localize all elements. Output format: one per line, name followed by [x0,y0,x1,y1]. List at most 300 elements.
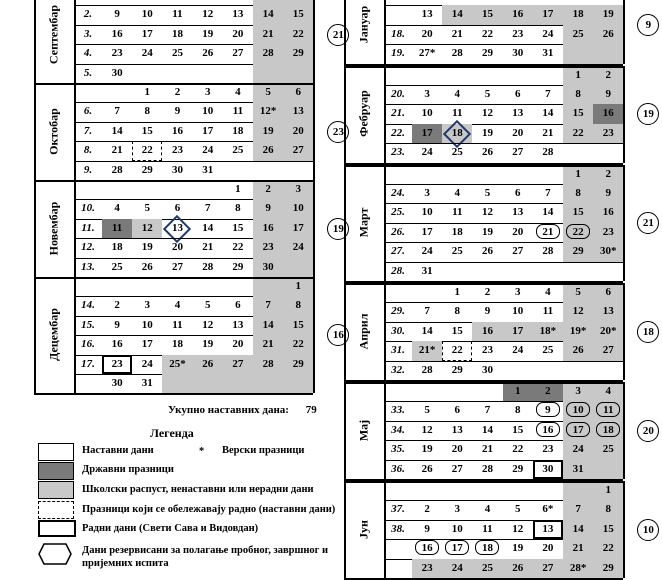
day-number: 16 [171,124,183,137]
day-number: 13 [232,318,244,331]
day-number: 1 [235,183,241,195]
day-number: 31 [141,377,153,389]
day-number: 31 [202,163,214,176]
day-number: 10 [292,202,304,215]
day-number [132,64,162,83]
day-number: 3 [454,503,461,516]
day-number: 26 [481,245,493,258]
day-number: 4 [174,299,181,312]
day-number: 14 [111,124,123,137]
day-number: 19 [202,27,214,40]
day-number [193,277,223,296]
day-number: 25 [171,47,183,60]
week-number: 7. [83,124,93,137]
day-number [593,262,623,281]
day-number: 13 [451,423,463,436]
day-number [412,66,442,85]
day-number [283,64,313,83]
day-number: 15 [572,206,584,219]
day-number: 21 [542,225,554,238]
week-number: 26. [391,225,405,238]
day-number: 28 [111,163,123,176]
week-col-border [384,283,386,380]
day-number: 18 [451,126,463,139]
day-number [253,374,283,393]
day-number: 4 [454,88,461,100]
day-number: 23 [421,561,433,574]
day-number: 12 [421,423,433,436]
month-left-border [344,283,346,380]
month-right-border [623,165,625,281]
day-number: 17 [572,423,584,436]
day-number [563,143,593,162]
day-number: 22 [292,338,304,351]
month-left-border [34,83,36,180]
day-number: 15 [232,221,244,234]
day-number: 10 [451,522,463,535]
day-number: 14 [481,423,493,436]
day-number: 18 [232,124,244,137]
day-number: 19 [202,338,214,351]
day-number: 23 [262,241,274,254]
day-number: 22 [451,344,463,357]
day-number: 18 [111,241,123,254]
day-number: 28 [262,357,274,370]
day-number: 22 [292,27,304,40]
day-number [472,165,502,184]
week-number: 11. [81,221,95,234]
day-number: 25 [232,144,244,157]
day-number: 28 [421,363,433,376]
teaching-days-count: 16 [327,324,349,346]
day-number: 14 [542,206,554,219]
week-number: 12. [81,241,95,254]
day-number: 16 [512,8,524,21]
day-number [442,66,472,85]
month-left-border [34,180,36,277]
month-right-border [313,277,315,393]
week-number: 27. [391,245,405,258]
day-number [412,382,442,401]
day-number: 4 [545,286,551,298]
day-number: 14 [202,221,214,234]
day-number: 8 [575,187,581,199]
day-number: 27 [232,47,244,60]
day-number: 17 [512,324,524,337]
month-right-border [313,0,315,83]
day-number: 2 [605,68,612,81]
day-number: 5 [484,187,491,199]
week-number: 17. [81,357,95,370]
day-number: 25 [451,245,463,258]
day-number: 4 [114,202,120,215]
day-number: 28 [481,462,493,475]
day-number: 3 [144,299,151,312]
day-number: 20 [421,27,433,40]
day-number [593,361,623,380]
week-number: 32. [391,363,405,376]
week-number: 3. [83,27,93,40]
day-number: 5 [575,286,581,298]
day-number: 21 [481,443,493,456]
week-col-border [384,481,386,578]
day-number [442,165,472,184]
month-left-border [344,382,346,479]
day-number: 20 [451,443,463,456]
day-number: 12 [512,522,524,535]
day-number: 27 [451,462,463,475]
day-number: 16 [262,221,274,234]
day-number: 14 [262,8,274,21]
day-number: 12 [202,318,214,331]
day-number: 15 [141,124,153,137]
day-number: 2 [605,167,612,180]
day-number: 26 [512,561,524,574]
day-number: 11 [172,8,183,21]
day-number: 15 [602,522,614,535]
day-number: 6 [174,202,181,215]
day-number: 6 [605,286,612,298]
day-number [162,277,192,296]
day-number: 25 [481,561,493,574]
month-right-border [623,0,625,64]
day-number: 20 [232,338,244,351]
day-number [503,165,533,184]
day-number: 1 [514,385,521,397]
week-number: 14. [81,299,95,312]
day-number [563,44,593,63]
day-number: 5 [204,299,211,312]
day-number: 21 [451,27,463,40]
day-number [503,481,533,500]
day-number: 25 [572,27,584,40]
day-number: 6 [235,299,241,312]
day-number: 1 [454,286,461,298]
day-number: 29 [481,47,493,60]
day-number: 7 [114,105,120,118]
week-number: 16. [81,338,95,351]
day-number: 18 [451,225,463,238]
day-number: 21 [542,126,554,139]
day-number: 8 [575,88,581,100]
day-number: 5 [424,404,430,417]
day-number: 18 [602,423,614,436]
week-number: 31. [391,344,405,357]
week-col-border [384,66,386,163]
day-number: 21* [418,344,436,357]
teaching-days-count: 21 [637,212,659,234]
day-number: 23 [602,126,614,139]
day-number: 23 [111,47,123,60]
day-number: 8 [235,202,241,215]
day-number: 21 [262,27,274,40]
day-number: 27 [542,561,554,574]
week-number: 33. [391,404,405,417]
day-number [223,64,253,83]
day-number: 26 [602,27,614,40]
day-number: 31 [572,462,584,475]
day-number: 24 [421,146,433,159]
day-number: 13 [171,221,183,234]
day-number: 4 [605,385,612,397]
day-number: 27 [602,344,614,357]
day-number: 11 [603,404,614,417]
day-number [283,374,313,393]
day-number: 3 [424,88,430,100]
day-number: 3 [514,286,521,298]
day-number: 14 [262,318,274,331]
day-number: 6 [454,404,461,417]
day-number: 27 [171,260,183,273]
day-number: 29 [572,245,584,258]
day-number [472,481,502,500]
day-number: 1 [575,167,581,180]
day-number: 30 [512,47,524,60]
day-number: 20 [292,124,304,137]
day-number: 12 [141,221,153,234]
day-number: 9 [265,202,271,215]
day-number: 28 [542,245,554,258]
legend-label-religious: Верски празници [222,445,305,456]
day-number: 12 [481,206,493,219]
day-number: 10 [141,318,153,331]
day-number: 16 [602,206,614,219]
day-number: 2 [114,299,120,312]
day-number [162,64,192,83]
day-number: 29 [292,47,304,60]
day-number: 19 [481,225,493,238]
day-number: 23 [111,357,123,370]
day-number: 23 [602,225,614,238]
month-name: Април [356,313,371,349]
total-value: 79 [305,404,317,416]
day-number: 29 [141,163,153,176]
day-number: 13 [512,107,524,120]
week-col-border [384,0,386,64]
day-number: 7 [545,88,551,100]
day-number: 13 [292,105,304,118]
day-number: 15 [292,8,304,21]
day-number: 5 [484,88,491,100]
day-number: 8 [144,105,151,118]
day-number: 22 [602,542,614,555]
legend-swatch-working-days [38,520,76,537]
day-number: 4 [454,187,461,199]
day-number [563,262,593,281]
day-number: 16 [111,27,123,40]
day-number: 22 [512,443,524,456]
total-row [168,404,317,416]
day-number [472,262,502,281]
legend-label-working-days: Радни дани (Свети Сава и Видовдан) [82,523,259,534]
day-number [193,64,223,83]
day-number: 9 [484,305,491,318]
day-number: 30 [111,66,123,79]
day-number: 11 [232,105,244,118]
day-number [503,262,533,281]
day-number [503,66,533,85]
teaching-days-count: 19 [327,218,349,240]
day-number: 3 [575,385,581,397]
legend-swatch-teaching [38,443,74,461]
day-number: 24 [542,27,554,40]
day-number: 1 [295,280,302,292]
day-number: 19 [481,126,493,139]
day-number: 6* [542,503,554,516]
day-number: 17 [542,8,554,21]
day-number: 9 [114,8,120,21]
day-number: 16 [421,542,433,555]
day-number: 26 [481,146,493,159]
day-number: 27 [292,144,304,157]
day-number: 24 [141,47,153,60]
day-number [442,382,472,401]
month-left-border [344,66,346,163]
month-name: Јануар [356,5,371,44]
day-number: 10 [141,8,153,21]
day-number: 16 [481,324,493,337]
day-number: 3 [295,183,302,195]
day-number: 24 [512,344,524,357]
day-number: 6 [514,187,521,199]
day-number: 9 [605,187,612,199]
day-number: 27* [418,47,436,60]
day-number: 1 [144,86,151,98]
month-right-border [313,180,315,277]
week-number: 2. [83,8,93,21]
month-left-border [344,481,346,578]
day-number [533,66,563,85]
day-number: 13 [421,8,433,21]
day-number: 24 [292,241,304,254]
day-number: 22 [572,126,584,139]
day-number: 19 [602,8,614,21]
day-number: 2 [545,385,551,397]
week-number: 8. [83,144,93,157]
day-number: 7 [204,202,211,215]
day-number: 9 [174,105,181,118]
day-number: 11 [482,522,493,535]
day-number: 20* [600,324,617,337]
week-number: 18. [391,27,405,40]
day-number: 9 [424,522,430,535]
day-number: 17 [421,126,433,139]
day-number: 21 [111,144,123,157]
day-number: 1 [605,484,612,496]
day-number: 23 [542,443,554,456]
day-number: 29 [292,357,304,370]
day-number: 16 [111,338,123,351]
day-number: 15 [481,8,493,21]
day-number: 30 [481,363,493,376]
day-number: 7 [484,404,491,417]
day-number: 8 [295,299,302,312]
week-number: 5. [83,66,93,79]
day-number: 8 [605,503,612,516]
day-number [593,44,623,63]
day-number: 26 [141,260,153,273]
day-number: 28 [262,47,274,60]
week-col-border [74,0,76,83]
legend-swatch-state-holidays [38,462,74,480]
day-number [412,165,442,184]
week-col-border [384,165,386,281]
month-name: Мај [356,419,371,441]
week-number: 19. [391,47,405,60]
day-number: 20 [542,542,554,555]
day-number [253,64,283,83]
day-number: 27 [512,146,524,159]
day-number [563,481,593,500]
day-number: 19 [141,241,153,254]
legend-swatch-commemorated [38,501,74,519]
day-number: 20 [512,225,524,238]
legend-hexagon-icon [38,543,72,565]
month-right-border [623,382,625,479]
day-number [412,481,442,500]
week-number: 38. [391,522,405,535]
day-number: 19 [512,542,524,555]
week-number: 28. [391,264,405,277]
day-number: 26 [202,357,214,370]
day-number: 11 [111,221,123,234]
day-number: 18 [572,8,584,21]
week-number: 29. [391,305,405,318]
day-number [442,481,472,500]
day-number: 25 [602,443,614,456]
day-number: 11 [452,107,463,120]
month-name: Јун [356,519,371,539]
day-number: 11 [172,318,183,331]
day-number [503,361,533,380]
day-number: 10 [202,105,214,118]
day-number: 30* [600,245,617,258]
day-number: 18 [171,27,183,40]
day-number: 29 [232,260,244,273]
day-number: 19 [421,443,433,456]
teaching-days-count: 21 [327,24,349,46]
day-number [253,277,283,296]
month-left-border [34,277,36,393]
day-number: 9 [545,404,551,417]
day-number: 3 [204,86,211,98]
month-right-border [313,83,315,180]
week-number: 34. [391,423,405,436]
day-number: 25 [542,344,554,357]
day-number: 18 [481,542,493,555]
day-number: 19 [262,124,274,137]
legend-title: Легенда [150,426,194,440]
day-number: 28 [202,260,214,273]
month-name: Март [356,207,371,238]
day-number [533,165,563,184]
day-number: 25* [169,357,186,370]
day-number [533,262,563,281]
day-number: 17 [141,338,153,351]
day-number: 2 [265,183,271,195]
day-number: 2 [174,86,181,98]
day-number: 17 [202,124,214,137]
day-number: 25 [451,146,463,159]
day-number: 10 [421,107,433,120]
day-number: 12 [481,107,493,120]
day-number: 28 [451,47,463,60]
day-number: 24 [202,144,214,157]
month-name: Фебруар [356,90,371,137]
week-col-border [74,180,76,277]
day-number [193,374,223,393]
month-left-border [344,0,346,64]
